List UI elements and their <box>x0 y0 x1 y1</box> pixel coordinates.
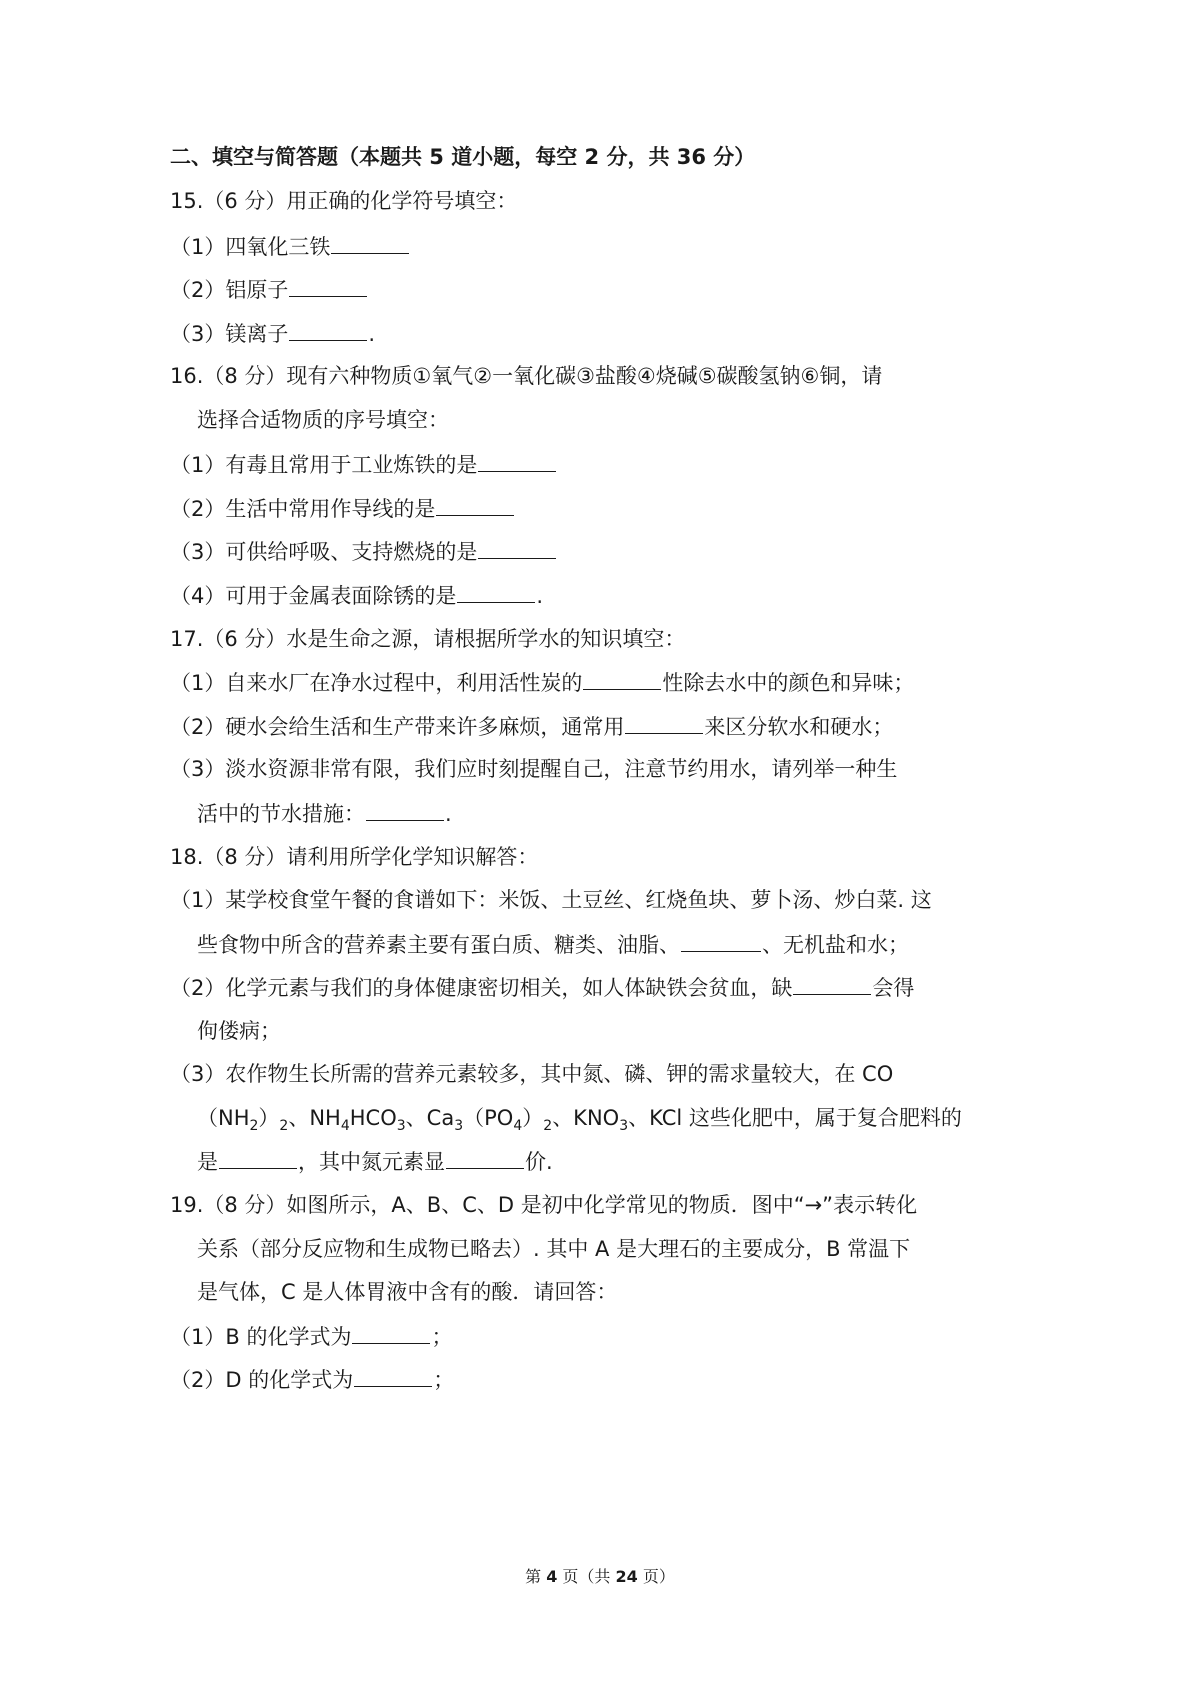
answer-blank <box>478 449 556 472</box>
answer-blank <box>625 711 703 734</box>
q18-part3-line1: （3）农作物生长所需的营养元素较多，其中氮、磷、钾的需求量较大，在 CO <box>170 1062 894 1086</box>
answer-blank <box>219 1146 297 1169</box>
answer-blank <box>331 231 409 254</box>
q16-part1: （1）有毒且常用于工业炼铁的是 <box>170 449 557 480</box>
q16-part2: （2）生活中常用作导线的是 <box>170 493 515 524</box>
answer-blank <box>446 1146 524 1169</box>
q18-part1-line1: （1）某学校食堂午餐的食谱如下：米饭、土豆丝、红烧鱼块、萝卜汤、炒白菜. 这 <box>170 888 932 912</box>
q18-stem: 18.（8 分）请利用所学化学知识解答： <box>170 845 539 869</box>
q16-part4: （4）可用于金属表面除锈的是 . <box>170 580 543 611</box>
answer-blank <box>352 1321 430 1344</box>
section-title: 二、填空与简答题（本题共 5 道小题，每空 2 分，共 36 分） <box>170 145 756 169</box>
answer-blank <box>793 972 871 995</box>
page-footer: 第 4 页（共 24 页） <box>525 1567 675 1586</box>
q18-part2-line1: （2）化学元素与我们的身体健康密切相关，如人体缺铁会贫血，缺 会得 <box>170 972 914 1003</box>
answer-blank <box>289 274 367 297</box>
q16-stem-line1: 16.（8 分）现有六种物质①氧气②一氧化碳③盐酸④烧碱⑤碳酸氢钠⑥铜，请 <box>170 364 883 388</box>
q15-stem: 15.（6 分）用正确的化学符号填空： <box>170 189 518 213</box>
q18-part3-line2: $(NH_2)_2$、$NH_4HCO_3$、$Ca_3(PO_4)_2$、$KNO_3$、KCl 这些化肥中，属于复合肥料的 <box>197 1106 962 1134</box>
q19-stem-line1: 19.（8 分）如图所示，A、B、C、D 是初中化学常见的物质．图中“→”表示转化 <box>170 1193 918 1217</box>
answer-blank <box>436 493 514 516</box>
page-total: 24 <box>615 1567 638 1586</box>
q15-part2: （2）铝原子 <box>170 274 368 305</box>
q17-part2: （2）硬水会给生活和生产带来许多麻烦，通常用 来区分软水和硬水； <box>170 711 893 742</box>
q17-part1: （1）自来水厂在净水过程中，利用活性炭的 性除去水中的颜色和异味； <box>170 667 914 698</box>
q16-stem-line2: 选择合适物质的序号填空： <box>197 408 449 432</box>
answer-blank <box>289 318 367 341</box>
q15-part3: （3）镁离子 . <box>170 318 375 349</box>
q17-part3-line2: 活中的节水措施： . <box>197 798 452 829</box>
q17-part3-line1: （3）淡水资源非常有限，我们应时刻提醒自己，注意节约用水，请列举一种生 <box>170 757 898 781</box>
q16-part3: （3）可供给呼吸、支持燃烧的是 <box>170 536 557 567</box>
page-number: 4 <box>546 1567 558 1586</box>
q18-part2-line2: 佝偻病； <box>197 1019 281 1043</box>
q19-part2: （2）D 的化学式为 ； <box>170 1364 454 1395</box>
answer-blank <box>583 667 661 690</box>
q15-part1: （1）四氧化三铁 <box>170 231 410 262</box>
answer-blank <box>681 929 761 952</box>
answer-blank <box>354 1364 432 1387</box>
answer-blank <box>457 580 535 603</box>
q19-stem-line2: 关系（部分反应物和生成物已略去）. 其中 A 是大理石的主要成分，B 常温下 <box>197 1237 911 1261</box>
q19-part1: （1）B 的化学式为 ； <box>170 1321 452 1352</box>
q18-part1-line2: 些食物中所含的营养素主要有蛋白质、糖类、油脂、 、无机盐和水； <box>197 929 909 960</box>
q17-stem: 17.（6 分）水是生命之源，请根据所学水的知识填空： <box>170 627 686 651</box>
q19-stem-line3: 是气体，C 是人体胃液中含有的酸．请回答： <box>197 1280 618 1304</box>
answer-blank <box>478 536 556 559</box>
q18-part3-line3: 是 ，其中氮元素显 价. <box>197 1146 553 1177</box>
answer-blank <box>366 798 444 821</box>
